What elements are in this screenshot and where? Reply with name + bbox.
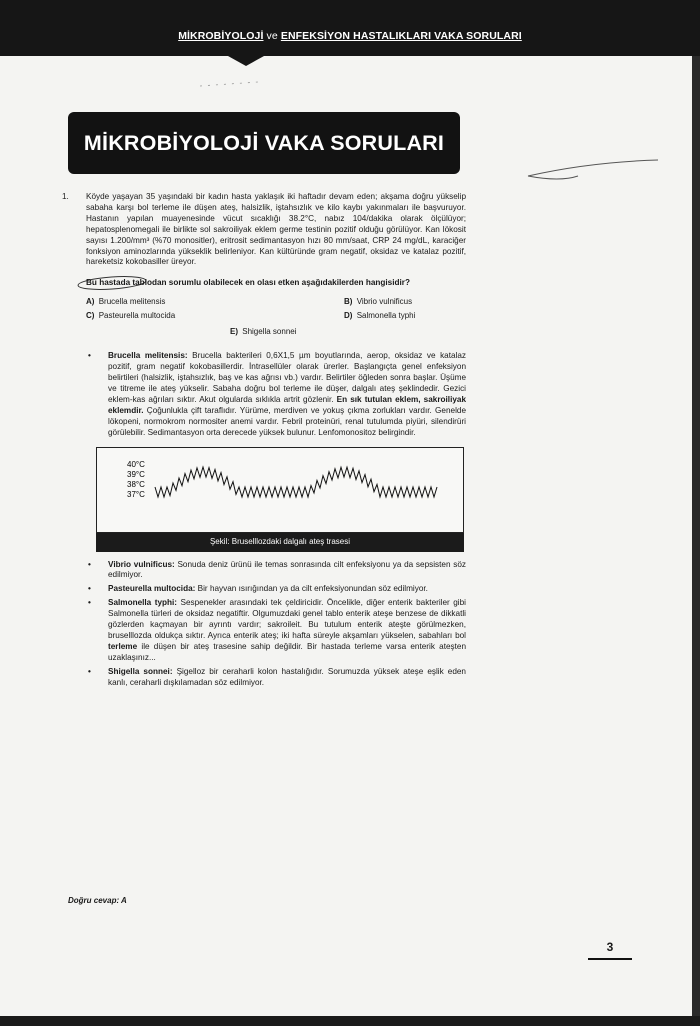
option-d-letter: D)	[344, 311, 353, 321]
bullet-icon: •	[88, 559, 91, 569]
pasteurella-text: Bir hayvan ısırığından ya da cilt enfeksiyonundan söz edilmiyor.	[197, 584, 428, 594]
explanations-2	[86, 560, 466, 689]
option-a-text: Brucella melitensis	[98, 297, 166, 307]
tick-39: 39°C	[127, 469, 145, 479]
question-lead: Bu hastada tablodan sorumlu olabilecek en olası etken aşağıdakilerden hangisidir?	[86, 278, 410, 288]
question-text: Köyde yaşayan 35 yaşındaki bir kadın hasta yaklaşık iki haftadır devam eden; akşama doğru yükselip sabaha karşı bol terleme ile düşen ateş, halsizlik, iştahsızlık ve kilo kaybı yakınmaları ile başvuruyor. Hastanın yapılan muayenesinde vücut sıcaklığı 38.2°C, nabız 104/dakika olarak ölçülüyor; hepatosplenomegali ile birlikte sol sakroiliyak eklem germe testinin pozitif olduğu görülüyor. Kan lökosit sayısı 1.200/mm³ (%70 monositler), eritrosit sedimantasyon hızı 80 mm/saat, CRP 24 mg/dL, karaciğer fonksiyon aminozlarında yükseklik belirleniyor. Kan kültüründe gram negatif, oksidaz ve katalaz pozitif, hareketsiz kokobasiller üreyor.	[86, 192, 466, 267]
fever-wave-line	[155, 467, 437, 497]
salmonella-text-2: ile düşen bir ateş trasesine sahip değildir. Bir hastada terleme varsa enterik ateşten uzaklaşınız...	[108, 641, 466, 662]
figure-caption: Şekil: Bruselllozdaki dalgalı ateş trasesi	[96, 533, 464, 552]
tick-40: 40°C	[127, 459, 145, 469]
fever-chart	[96, 447, 464, 533]
brucella-name: Brucella melitensis:	[108, 351, 188, 361]
question-number: 1.	[62, 192, 69, 201]
vibrio-text: Sonuda deniz ürünü ile temas sonrasında cilt enfeksiyonu ya da sepsisten söz edilmiyor.	[108, 559, 466, 580]
tick-38: 38°C	[127, 479, 145, 489]
section-title: MİKROBİYOLOJİ VAKA SORULARI	[83, 130, 445, 155]
salmonella-text: Sespenekler arasındaki tek çeldiricidir. Öncelikle, diğer enterik bakteriler gibi Salmonella türleri de oksidaz negatiftir. Olgumuzdaki genel tablo enterik ateşe benzese de dikkatli gözlerden kaçmayan bir ayrıntı vardır; sakroileit. Bu tutulum enterik ateşte görülmezken, bruselllozda oldukça sıktır. Ayrıca enterik ateş; iki hafta süreyle akşamları yükselen, sabahları bol	[108, 598, 467, 640]
explanations	[86, 351, 466, 438]
option-c[interactable]	[86, 311, 175, 322]
explanation-vibrio	[86, 560, 466, 582]
section-title-box	[68, 112, 460, 174]
option-c-letter: C)	[86, 311, 95, 321]
bullet-icon: •	[88, 666, 91, 676]
header-part1: MİKROBİYOLOJİ	[178, 30, 264, 42]
option-d[interactable]	[344, 311, 415, 322]
bullet-icon: •	[88, 598, 91, 608]
header-separator: ve	[266, 30, 278, 42]
correct-answer: Doğru cevap: A	[68, 896, 127, 905]
explanation-pasteurella	[86, 584, 466, 595]
vibrio-name: Vibrio vulnificus:	[108, 559, 175, 569]
explanation-brucella	[86, 351, 466, 438]
bullet-icon: •	[88, 584, 91, 594]
brucella-text: Brucella bakterileri 0,6X1,5 µm boyutlarında, aerop, oksidaz ve katalaz pozitif, gram negatif kokobasillerdir. İntrasellüler olarak ürerler. Başlangıçta genel enfeksiyon belirtileri (halsizlik, iştahsızlık, baş ve kas ağrısı vb.) vardır. Belirtiler öğleden sonra başlar. Üşüme ve titreme ile ateş yükselir. Sabaha doğru bol terleme ile düşer, dalgalı ateş şeklindedir. Gezici eklem-kas ağrıları sıktır. Akut olgularda sıklıkla artrit gözlenir.	[108, 351, 467, 404]
bullet-icon: •	[88, 351, 91, 361]
option-c-text: Pasteurella multocida	[98, 311, 176, 321]
option-e-letter: E)	[230, 327, 238, 337]
page-number: 3	[588, 936, 632, 960]
option-a[interactable]	[86, 297, 165, 308]
brucella-text-2: Çoğunlukla çift taraflıdır. Yürüme, merdiven ve yokuş çıkma zorlukları vardır. Genelde lökopeni, normokrom normositer anemi vardır. Febril proteinüri, renal tutulumda piyüri, silendirüri görülebilir. Sedimantasyon orta derecede yüksek bulunur. Lenfomonositoz belirgindir.	[108, 405, 466, 437]
tick-37: 37°C	[127, 489, 145, 499]
salmonella-bold: terleme	[108, 641, 138, 651]
question-content	[62, 192, 466, 691]
option-a-letter: A)	[86, 297, 95, 307]
brucella-bold: En sık tutulan eklem, sakroiliyak eklemdir.	[108, 394, 466, 415]
option-b-text: Vibrio vulnificus	[356, 297, 413, 307]
explanation-salmonella	[86, 598, 466, 663]
fever-chart-svg	[97, 448, 463, 532]
option-b[interactable]	[344, 297, 412, 308]
bottom-bar	[0, 1016, 700, 1026]
question-row	[62, 192, 466, 268]
shigella-text: Şigelloz bir ceraharli kolon hastalığıdır. Sorumuzda yüksek ateşe eşlik eden kanlı, ceraharli dışkılamadan söz edilmiyor.	[108, 666, 466, 687]
option-e[interactable]	[230, 327, 297, 338]
option-b-letter: B)	[344, 297, 353, 307]
option-d-text: Salmonella typhi	[356, 311, 416, 321]
explanation-shigella	[86, 667, 466, 689]
header-part2: ENFEKSİYON HASTALIKLARI VAKA SORULARI	[280, 30, 522, 42]
salmonella-name: Salmonella typhi:	[108, 598, 178, 608]
option-e-text: Shigella sonnei	[242, 327, 297, 337]
answer-options	[86, 297, 466, 343]
pasteurella-name: Pasteurella multocida:	[108, 584, 196, 594]
shigella-name: Shigella sonnei:	[108, 666, 173, 676]
